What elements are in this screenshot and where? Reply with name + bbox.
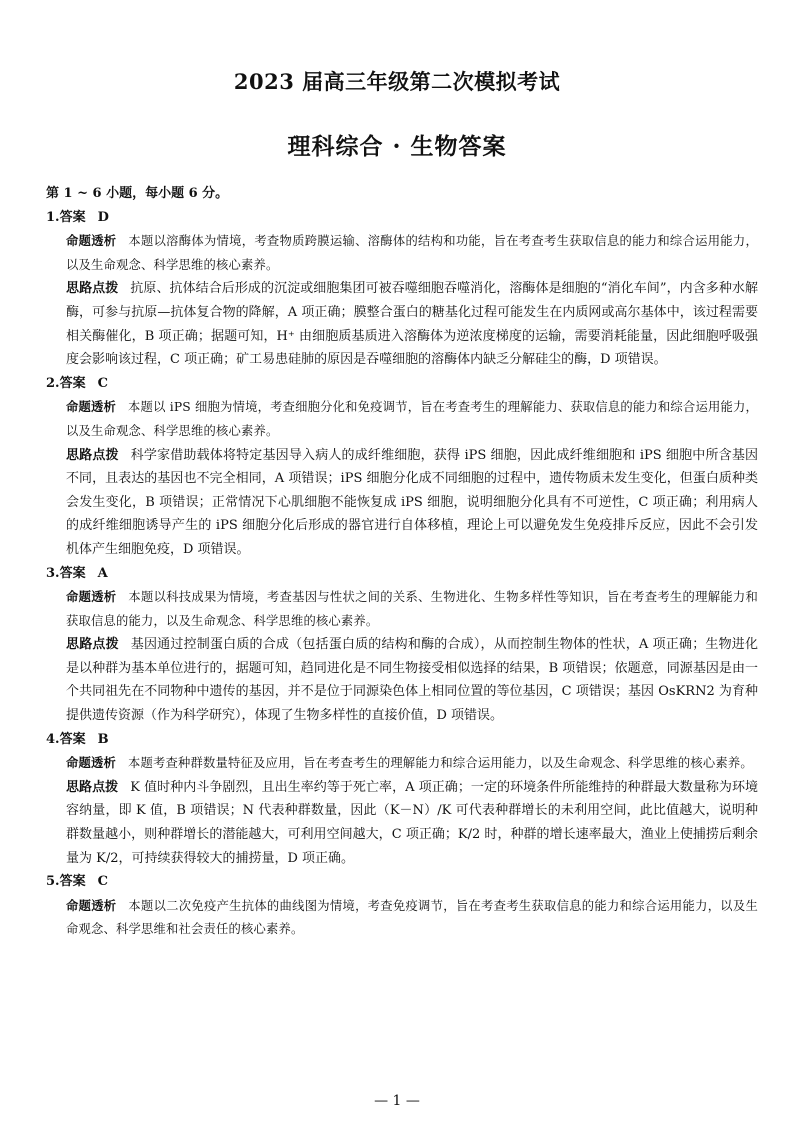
analysis-paragraph (46, 585, 758, 633)
answer-value: A (97, 565, 108, 581)
question-1 (46, 206, 758, 372)
analysis-paragraph (46, 229, 758, 277)
question-4 (46, 728, 758, 871)
reasoning-label: 思路点拨 (66, 637, 119, 653)
reasoning-text: 基因通过控制蛋白质的合成（包括蛋白质的结构和酶的合成），从而控制生物体的性状，A 项正确；生物进化是以种群为基本单位进行的，据题可知，趋同进化是不同生物接受相似选择的结果，B 项错误；依题意，同源基因是由一个共同祖先在不同物种中遗传的基因，并不是位于同源染色体上相同位置的等位基因，C 项错误；基因 OsKRN2 为育种提供遗传资源（作为科学研究），体现了生物多样性的直接价值，D 项错误。 (66, 637, 758, 724)
analysis-label: 命题透析 (66, 589, 117, 605)
exam-title: 2023 届高三年级第二次模拟考试 (233, 69, 561, 94)
answer-label: 答案 (59, 375, 86, 391)
question-number: 3. (46, 565, 60, 581)
question-number: 4. (46, 731, 60, 747)
question-number: 1. (46, 209, 60, 225)
answer-value: D (97, 209, 109, 225)
question-header (46, 372, 758, 396)
answer-label: 答案 (59, 731, 86, 747)
question-5 (46, 870, 758, 942)
analysis-paragraph (46, 751, 758, 776)
reasoning-label: 思路点拨 (66, 447, 119, 463)
question-number: 2. (46, 375, 60, 391)
analysis-text: 本题以二次免疫产生抗体的曲线图为情境，考查免疫调节，旨在考查考生获取信息的能力和综合运用能力，以及生命观念、科学思维和社会责任的核心素养。 (66, 898, 758, 937)
reasoning-text: 科学家借助载体将特定基因导入病人的成纤维细胞，获得 iPS 细胞，因此成纤维细胞和 iPS 细胞中所含基因不同，且表达的基因也不完全相同，A 项错误；iPS 细胞分化成不同细胞的过程中，遗传物质未发生变化，但蛋白质种类会发生变化，B 项错误；正常情况下心肌细胞不能恢复成 iPS 细胞，说明细胞分化具有不可逆性，C 项正确；利用病人的成纤维细胞诱导产生的 iPS 细胞分化后形成的器官进行自体移植，理论上可以避免发生免疫排斥反应，因此不会引发机体产生细胞免疫，D 项错误。 (66, 447, 758, 557)
question-header (46, 870, 758, 894)
question-2 (46, 372, 758, 562)
reasoning-paragraph (46, 633, 758, 727)
answer-label: 答案 (59, 565, 86, 581)
reasoning-paragraph (46, 776, 758, 870)
reasoning-label: 思路点拨 (66, 281, 119, 297)
exam-subtitle: 理科综合 · 生物答案 (287, 133, 507, 160)
reasoning-paragraph (46, 444, 758, 562)
question-number: 5. (46, 874, 60, 890)
analysis-label: 命题透析 (66, 233, 117, 249)
reasoning-paragraph (46, 277, 758, 371)
analysis-text: 本题考查种群数量特征及应用，旨在考查考生的理解能力和综合运用能力，以及生命观念、科学思维的核心素养。 (128, 756, 753, 771)
answer-value: C (97, 874, 108, 890)
reasoning-label: 思路点拨 (66, 779, 119, 795)
answer-content (46, 182, 758, 942)
analysis-text: 本题以 iPS 细胞为情境，考查细胞分化和免疫调节，旨在考查考生的理解能力、获取信息的能力和综合运用能力，以及生命观念、科学思维的核心素养。 (66, 400, 758, 438)
analysis-label: 命题透析 (66, 399, 117, 415)
question-header (46, 562, 758, 586)
question-header (46, 206, 758, 230)
answer-label: 答案 (59, 209, 86, 225)
section-intro: 第 1 ~ 6 小题，每小题 6 分。 (46, 186, 229, 201)
analysis-label: 命题透析 (66, 755, 116, 771)
question-header (46, 728, 758, 752)
analysis-text: 本题以科技成果为情境，考查基因与性状之间的关系、生物进化、生物多样性等知识，旨在考查考生的理解能力和获取信息的能力，以及生命观念、科学思维的核心素养。 (66, 590, 758, 628)
reasoning-text: 抗原、抗体结合后形成的沉淀或细胞集团可被吞噬细胞吞噬消化，溶酶体是细胞的“消化车间”，内含多种水解酶，可参与抗原—抗体复合物的降解，A 项正确；膜整合蛋白的糖基化过程可能发生在内质网或高尔基体中，该过程需要相关酶催化，B 项正确；据题可知，H⁺ 由细胞质基质进入溶酶体为逆浓度梯度的运输，需要消耗能量，因此细胞呼吸强度会影响该过程，C 项正确；矿工易患硅肺的原因是吞噬细胞的溶酶体内缺乏分解硅尘的酶，D 项错误。 (66, 281, 758, 368)
page-number: — 1 — (374, 1093, 420, 1109)
analysis-label: 命题透析 (66, 897, 117, 913)
analysis-paragraph (46, 894, 758, 942)
answer-value: C (97, 375, 108, 391)
question-3 (46, 562, 758, 728)
analysis-text: 本题以溶酶体为情境，考查物质跨膜运输、溶酶体的结构和功能，旨在考查考生获取信息的能力和综合运用能力，以及生命观念、科学思维的核心素养。 (66, 234, 758, 272)
reasoning-text: K 值时种内斗争剧烈，且出生率约等于死亡率，A 项正确；一定的环境条件所能维持的种群最大数量称为环境容纳量，即 K 值，B 项错误；N 代表种群数量，因此（K－N）/K 可代表种群增长的未利用空间，此比值越大，说明种群数量越小，则种群增长的潜能越大，可利用空间越大，C 项正确；K/2 时，种群的增长速率最大，渔业上使捕捞后剩余量为 K/2，可持续获得较大的捕捞量，D 项正确。 (66, 779, 758, 866)
answer-value: B (97, 731, 109, 747)
analysis-paragraph (46, 395, 758, 443)
answer-label: 答案 (59, 874, 86, 890)
